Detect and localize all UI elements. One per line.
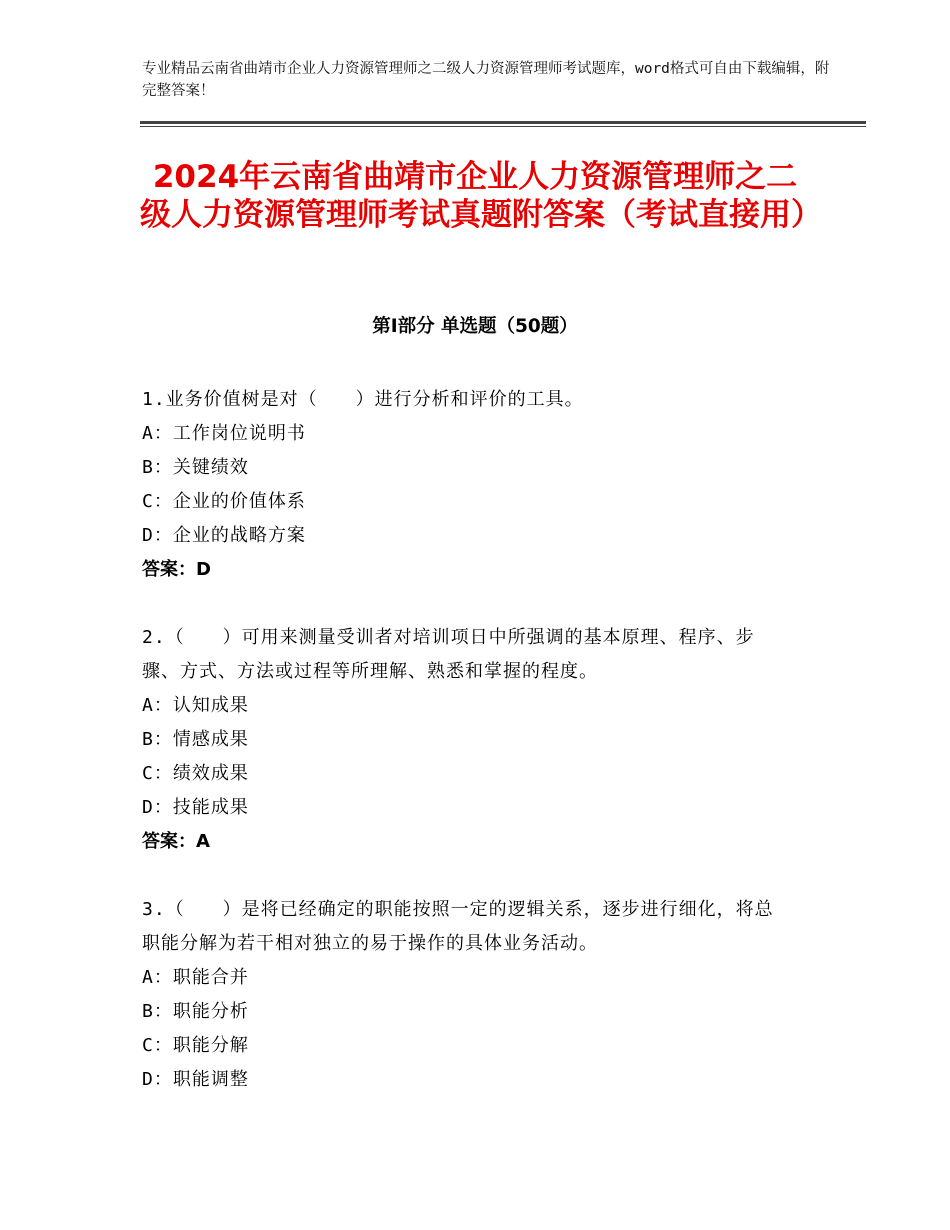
option-a: A：认知成果 xyxy=(142,695,249,716)
answer-label: 答案：D xyxy=(142,559,211,580)
header-rule-thin xyxy=(140,126,866,127)
question-2 xyxy=(142,621,782,859)
option-a: A：工作岗位说明书 xyxy=(142,423,306,444)
question-stem: 1.业务价值树是对（ ）进行分析和评价的工具。 xyxy=(142,389,584,410)
option-b: B：关键绩效 xyxy=(142,457,249,478)
option-d: D：企业的战略方案 xyxy=(142,525,306,546)
document-title: 2024年云南省曲靖市企业人力资源管理师之二级人力资源管理师考试真题附答案（考试直接用） xyxy=(140,159,822,233)
header-rule-thick xyxy=(140,121,866,124)
option-b: B：情感成果 xyxy=(142,729,249,750)
question-stem: 3.（ ）是将已经确定的职能按照一定的逻辑关系，逐步进行细化，将总职能分解为若干相对独立的易于操作的具体业务活动。 xyxy=(142,899,774,954)
header-note: 专业精品云南省曲靖市企业人力资源管理师之二级人力资源管理师考试题库，word格式可自由下载编辑，附完整答案！ xyxy=(142,61,830,99)
question-stem: 2.（ ）可用来测量受训者对培训项日中所强调的基本原理、程序、步骤、方式、方法或过程等所理解、熟悉和掌握的程度。 xyxy=(142,627,755,682)
option-c: C：企业的价值体系 xyxy=(142,491,306,512)
question-1 xyxy=(142,383,782,587)
question-list xyxy=(142,383,782,1131)
option-c: C：职能分解 xyxy=(142,1035,249,1056)
option-c: C：绩效成果 xyxy=(142,763,249,784)
option-d: D：技能成果 xyxy=(142,797,249,818)
option-b: B：职能分析 xyxy=(142,1001,249,1022)
option-a: A：职能合并 xyxy=(142,967,249,988)
section-heading: 第Ⅰ部分 单选题（50题） xyxy=(372,316,578,337)
answer-label: 答案：A xyxy=(142,831,210,852)
question-3 xyxy=(142,893,782,1097)
option-d: D：职能调整 xyxy=(142,1069,249,1090)
